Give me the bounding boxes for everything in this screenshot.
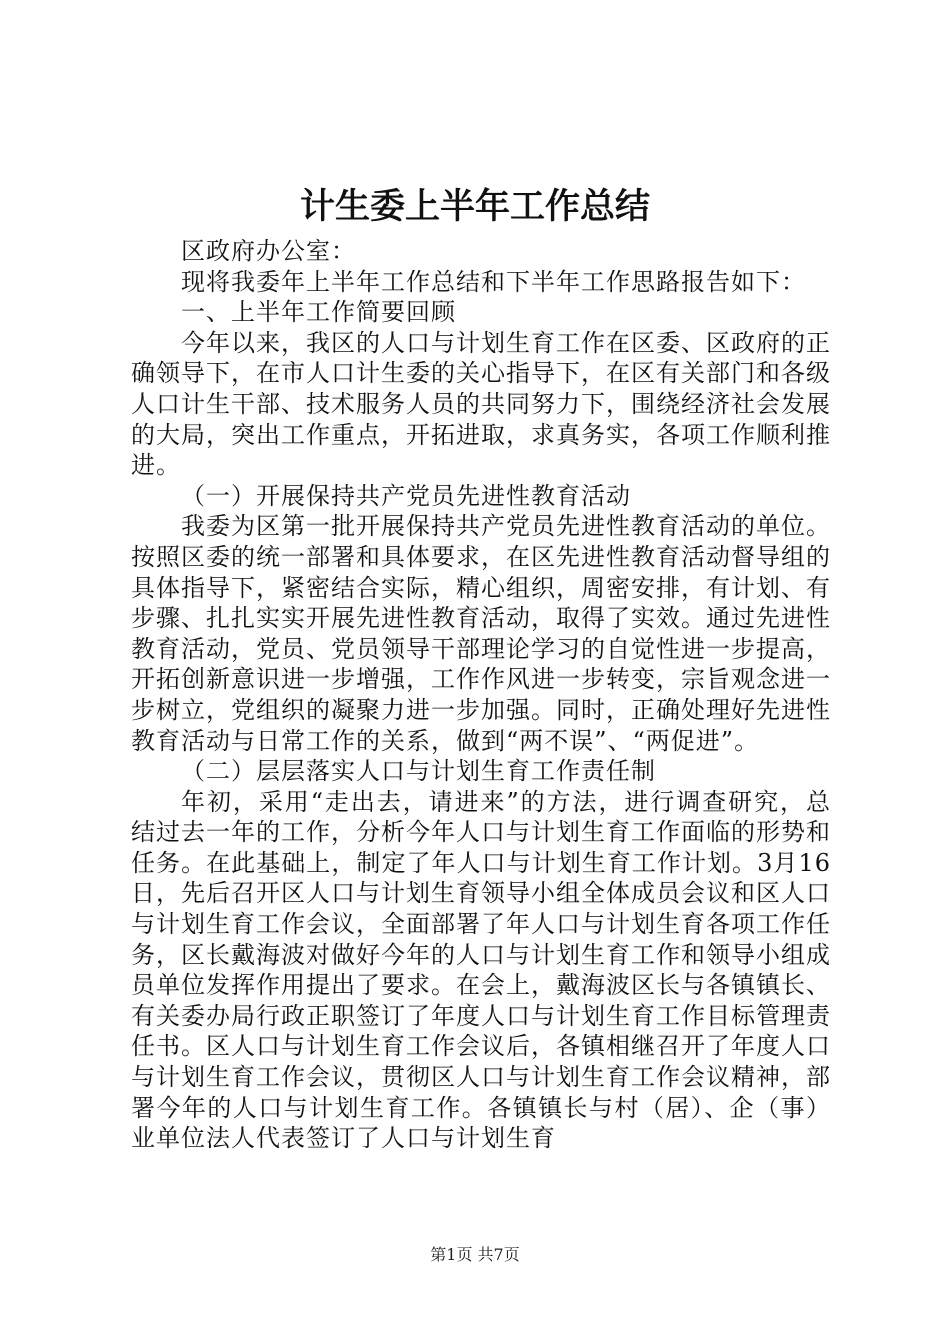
document-title: 计生委上半年工作总结 <box>299 186 650 227</box>
subsection-heading-1: （一）开展保持共产党员先进性教育活动 <box>181 481 631 510</box>
body-paragraph: 我委为区第一批开展保持共产党员先进性教育活动的单位。按照区委的统一部署和具体要求，在区先进性教育活动督导组的具体指导下，紧密结合实际，精心组织，周密安排，有计划、有步骤、扎扎实实开展先进性教育活动，取得了实效。通过先进性教育活动，党员、党员领导干部理论学习的自觉性进一步提高，开拓创新意识进一步增强，工作作风进一步转变，宗旨观念进一步树立，党组织的凝聚力进一步加强。同时，正确处理好先进性教育活动与日常工作的关系，做到“两不误”、“两促进”。 <box>131 512 831 755</box>
salutation: 区政府办公室： <box>181 237 356 265</box>
page-footer: 第1页 共7页 <box>430 1245 520 1264</box>
section-heading-1: 一、上半年工作简要回顾 <box>181 298 456 327</box>
document-body <box>131 236 831 1154</box>
body-paragraph: 年初，采用“走出去，请进来”的方法，进行调查研究，总结过去一年的工作，分析今年人口与计划生育工作面临的形势和任务。在此基础上，制定了年人口与计划生育工作计划。3月16日，先后召开区人口与计划生育领导小组全体成员会议和区人口与计划生育工作会议，全面部署了年人口与计划生育各项工作任务，区长戴海波对做好今年的人口与计划生育工作和领导小组成员单位发挥作用提出了要求。在会上，戴海波区长与各镇镇长、有关委办局行政正职签订了年度人口与计划生育工作目标管理责任书。区人口与计划生育工作会议后，各镇相继召开了年度人口与计划生育工作会议，贯彻区人口与计划生育工作会议精神，部署今年的人口与计划生育工作。各镇镇长与村（居）、企（事）业单位法人代表签订了人口与计划生育 <box>131 787 831 1153</box>
intro-paragraph: 现将我委年上半年工作总结和下半年工作思路报告如下： <box>181 267 806 296</box>
subsection-heading-2: （二）层层落实人口与计划生育工作责任制 <box>181 757 656 786</box>
body-paragraph: 今年以来，我区的人口与计划生育工作在区委、区政府的正确领导下，在市人口计生委的关心指导下，在区有关部门和各级人口计生干部、技术服务人员的共同努力下，围绕经济社会发展的大局，突出工作重点，开拓进取，求真务实，各项工作顺利推进。 <box>131 328 831 480</box>
